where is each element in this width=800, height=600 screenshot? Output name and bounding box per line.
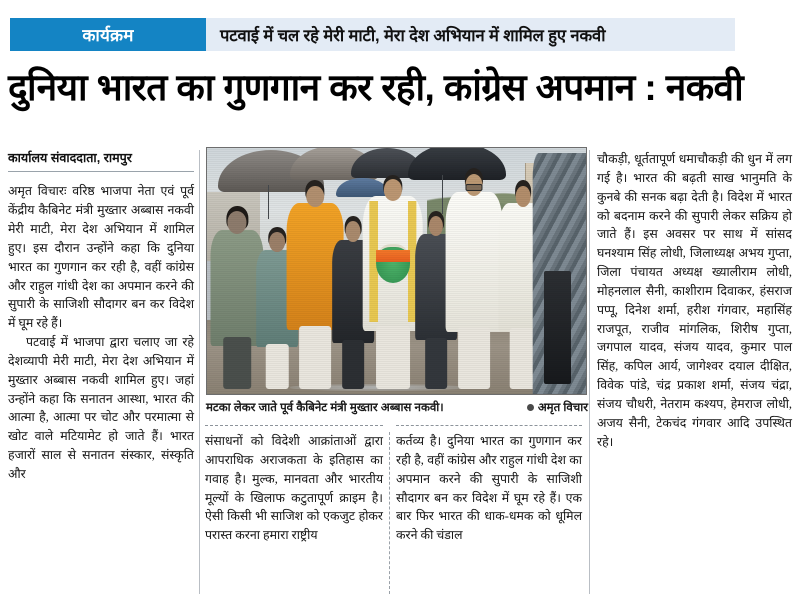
person-head	[384, 179, 402, 201]
person-head	[306, 186, 324, 207]
photo-frame	[206, 147, 587, 395]
photo-credit-label: अमृत विचार	[537, 401, 588, 414]
matka-pot	[376, 244, 410, 283]
person-head	[269, 232, 285, 252]
column-divider-left	[199, 150, 200, 594]
rule-above-column-2	[205, 425, 383, 426]
bullet-icon	[527, 404, 534, 411]
matka-band	[376, 250, 410, 262]
person-legs	[425, 338, 447, 389]
person-legs	[376, 326, 410, 389]
paragraph: पटवाई में भाजपा द्वारा चलाए जा रहे देशव्यापी मेरी माटी, मेरा देश अभियान में मुख्तार अब्बास नकवी शामिल हुए। जहां उन्होंने कहा कि सनातन आस्था, भारत की आत्मा है, आत्मा पर चोट और परमात्मा से खोट वाले मटियामेट हो जाते हैं। भारत हजारों साल से सनातन संस्कार, संस्कृति और	[8, 335, 194, 482]
photo-caption-row	[206, 400, 588, 415]
article-photo	[206, 147, 587, 395]
photo-credit	[527, 400, 588, 415]
article-column-2	[205, 432, 383, 596]
photo-person-holding-matka	[362, 173, 423, 389]
person-legs	[342, 340, 364, 390]
article-column-1	[8, 150, 194, 594]
section-tag: कार्यक्रम	[10, 18, 206, 51]
article-column-4	[597, 150, 792, 596]
person-head	[429, 216, 443, 236]
person-legs	[299, 326, 331, 389]
person-head	[345, 221, 360, 242]
person-legs	[266, 344, 289, 389]
paragraph: संसाधनों को विदेशी आक्रांताओं द्वारा आपराधिक अराजकता के इतिहास का गवाह है। मुल्क, मानवता और भारतीय मूल्यों के खिलाफ कटुतापूर्ण क्राइम है। ऐसी किसी भी साजिश को एकजुट होकर परास्त करना हमारा राष्ट्रीय	[205, 434, 383, 543]
main-headline: दुनिया भारत का गुणगान कर रही, कांग्रेस अपमान : नकवी	[8, 67, 744, 108]
rifle-icon	[544, 271, 571, 384]
paragraph: अमृत विचारः वरिष्ठ भाजपा नेता एवं पूर्व केंद्रीय कैबिनेट मंत्री मुख्तार अब्बास नकवी मेरी माटी, मेरा देश अभियान में शामिल हुए। इस दौरान उन्होंने कहा कि दुनिया भारत का गुणगान कर रही है, वहीं कांग्रेस और राहुल गांधी देश का अपमान करने की सुपारी के साजिशी सौदागर बन कर विदेश में घूम रहे हैं।	[8, 184, 194, 331]
person-head	[516, 186, 531, 207]
paragraph: चौकड़ी, धूर्ततापूर्ण धमाचौकड़ी की धुन में लग गई है। भारत की बढ़ती साख भानुमति के कुनबे की सनक बढ़ा देती है। विदेश में भारत को बदनाम करने की सुपारी लेकर सक्रिय हो जाते हैं। इस अवसर पर साथ में सांसद घनश्याम सिंह लोधी, जिलाध्यक्ष अभय गुप्ता, जिला पंचायत अध्यक्ष ख्यालीराम लोधी, मोहनलाल सैनी, काशीराम दिवाकर, हंसराज पप्पू, दिनेश शर्मा, हरीश गंगवार, महासिंह राजपूत, राजीव मांगलिक, शिरीष गुप्ता, जगपाल यादव, संजय यादव, कुमार पाल सिंह, कपिल आर्य, जागेश्वर दयाल दीक्षित, विवेक पांडे, चंद्र प्रकाश शर्मा, संजय चंद्रा, संजय चौधरी, नेतराम कश्यप, हेमराज लोधी, अजय सैनी, टेकचंद गंगवार आदि उपस्थित रहे।	[597, 152, 792, 449]
byline: कार्यालय संवाददाता, रामपुर	[8, 150, 194, 172]
person-legs	[458, 327, 490, 389]
rule-above-column-3	[396, 425, 582, 426]
column-divider-right	[589, 150, 590, 594]
column-divider-middle	[389, 432, 390, 594]
kicker-sub-headline: पटवाई में चल रहे मेरी माटी, मेरा देश अभियान में शामिल हुए नकवी	[220, 27, 606, 45]
person-body	[446, 192, 503, 331]
person-legs	[224, 337, 252, 389]
photo-person-white-kurta	[446, 168, 503, 389]
paragraph: कर्तव्य है। दुनिया भारत का गुणगान कर रही है, वहीं कांग्रेस और राहुल गांधी देश का अपमान करने की सुपारी के साजिशी सौदागर बन कर विदेश में घूम रहे हैं। एक बार फिर भारत की धाक-धमक को धूमिल करने की चंडाल	[396, 434, 582, 543]
photo-caption: मटका लेकर जाते पूर्व कैबिनेट मंत्री मुख्तार अब्बास नकवी।	[206, 401, 444, 414]
article-column-3	[396, 432, 582, 596]
kicker-band	[10, 18, 735, 51]
umbrella-pole	[268, 185, 270, 219]
eyeglasses-icon	[466, 184, 483, 191]
